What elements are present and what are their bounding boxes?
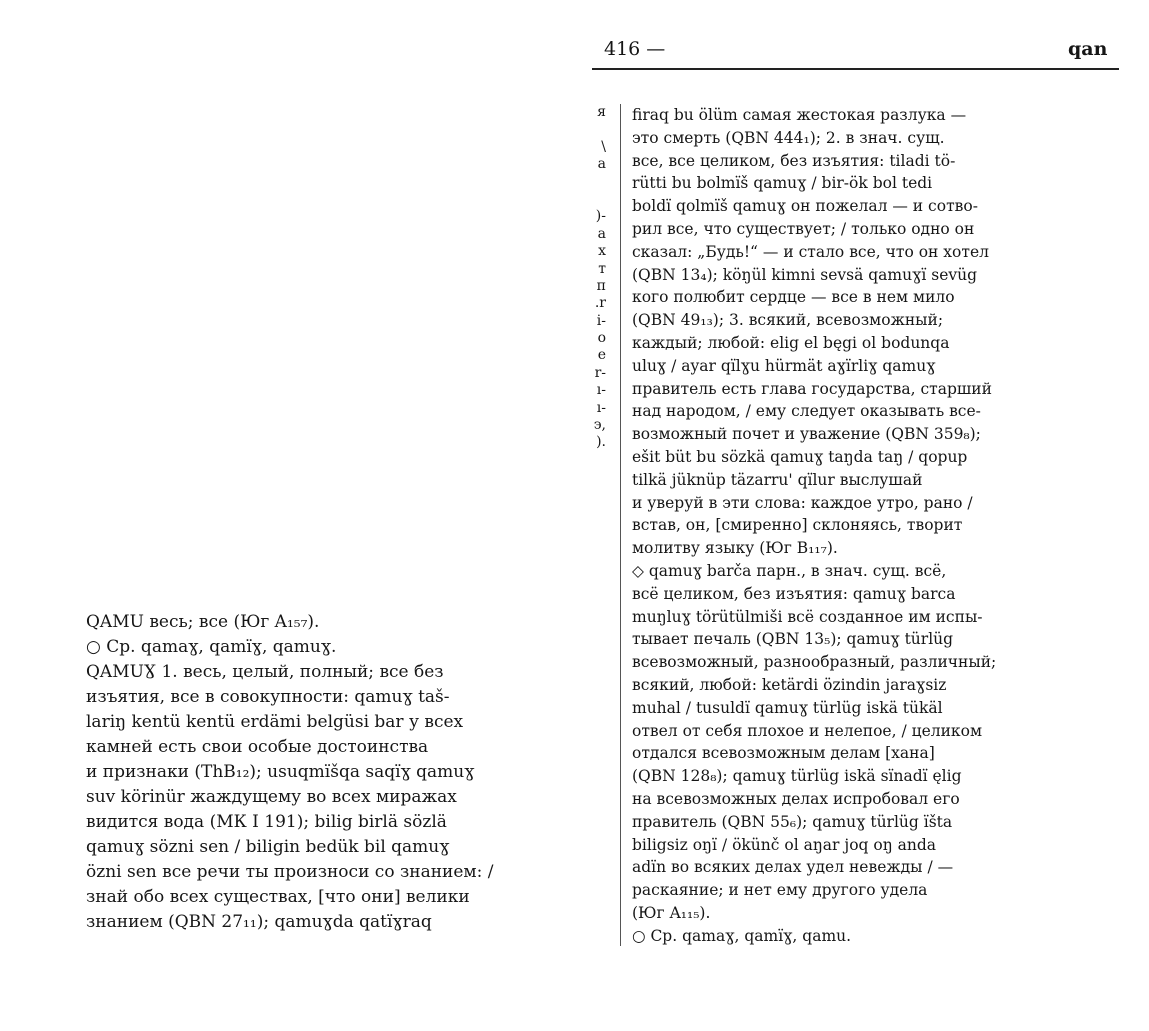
edge-fragment: x [598,243,606,260]
page-number: 416 — [604,38,666,60]
text-line: каждый; любой: elig el bęgi ol bodunqa [632,333,950,352]
text-line: рил все, что существует; / только одно он [632,219,975,238]
text-line: QAMUƔ 1. весь, целый, полный; все без [86,662,444,682]
text-line: всё целиком, без изъятия: qamuɣ barca [632,584,956,603]
text-line: ○ Ср. qamaɣ, qamïɣ, qamu. [632,926,852,945]
text-line: (QBN 128₈); qamuɣ türlüg iskä sïnadï ęlig [632,767,962,786]
header-rule [592,68,1119,70]
text-line: özni sen все речи ты произноси со знанием: / [86,862,494,882]
previous-column-fragments [584,104,606,452]
text-line: QAMU весь; все (Юг A₁₅₇). [86,612,320,632]
text-line: это смерть (QBN 444₁); 2. в знач. сущ. [632,128,945,147]
text-line: tilkä jüknüp täzarru' qïlur выслушай [632,470,923,489]
text-line: раскаяние; и нет ему другого удела [632,881,928,900]
text-line: uluɣ / ayar qïlɣu hürmät aɣïrliɣ qamuɣ [632,356,936,375]
text-line: boldï qolmïš qamuɣ он пожелал — и сотво- [632,197,978,216]
text-line: все, все целиком, без изъятия: tiladi tö- [632,151,956,170]
text-line: muŋluɣ törütülmiši всё созданное им испы- [632,607,983,626]
text-line: ○ Ср. qamaɣ, qamïɣ, qamuɣ. [86,637,337,657]
edge-fragment: п [596,277,606,294]
text-line: (QBN 13₄); köŋül kimni sevsä qamuɣï sevüg [632,265,978,284]
guide-word: qan [1068,38,1108,60]
text-line: ešit büt bu sözkä qamuɣ taŋda taŋ / qopup [632,447,968,466]
column-divider [620,104,621,946]
text-line: biligsiz oŋï / ökünč ol aŋar joq oŋ anda [632,835,936,854]
text-line: (QBN 49₁₃); 3. всякий, всевозможный; [632,311,944,330]
text-line: над народом, / ему следует оказывать все- [632,402,981,421]
edge-fragment: .r [594,295,606,312]
edge-fragment: i- [596,312,606,329]
edge-fragment [584,174,606,191]
text-line: firaq bu ölüm самая жестокая разлука — [632,106,967,124]
text-line: молитву языку (Юг B₁₁₇). [632,539,838,558]
edge-fragment: r- [594,364,606,381]
text-line: qamuɣ sözni sen / biligin bedük bil qamuɣ [86,837,450,857]
text-line: suv köri̇nür жаждущему во всех миражах [86,787,457,807]
left-column-text [86,610,602,935]
edge-fragment [584,191,606,208]
text-line: (Юг A₁₁₅). [632,903,711,922]
edge-fragment: т [598,260,606,277]
text-line: кого полюбит сердце — все в нем мило [632,288,955,307]
text-line: и уверуй в эти слова: каждое утро, рано / [632,493,973,512]
edge-fragment: e [597,347,606,364]
text-line: muhal / tusuldï qamuɣ türlüg iskä tükäl [632,698,943,717]
text-line: всевозможный, разнообразный, различный; [632,653,997,672]
edge-fragment: a [597,225,606,242]
text-line: lariŋ kentü kentü erdämi belgüsi bar у всех [86,712,464,732]
text-line: сказал: „Будь!“ — и стало все, что он хотел [632,242,989,261]
edge-fragment: ı- [596,382,606,399]
edge-fragment: я [597,104,606,120]
edge-fragment: \ [601,138,606,155]
right-column-text [632,104,1120,947]
text-line: всякий, любой: ketärdi özindin jaraɣsiz [632,675,947,694]
text-line: возможный почет и уважение (QBN 359₈); [632,425,981,444]
edge-fragment: ). [596,434,606,451]
text-line: тывает печаль (QBN 13₅); qamuɣ türlüg [632,630,954,649]
text-line: знай обо всех существах, [что они] велики [86,887,470,907]
edge-fragment [584,121,606,138]
text-line: ◇ qamuɣ barča парн., в знач. сущ. всё, [632,561,947,580]
text-line: камней есть свои особые достоинства [86,737,429,757]
text-line: встав, он, [смиренно] склоняясь, творит [632,516,963,535]
text-line: отвел от себя плохое и нелепое, / целиком [632,721,982,740]
text-line: adïn во всяких делах удел невежды / — [632,858,954,877]
text-line: знанием (QBN 27₁₁); qamuɣda qatïɣraq [86,912,432,932]
text-line: правитель есть глава государства, старший [632,379,992,398]
edge-fragment: o [597,330,606,347]
text-line: правитель (QBN 55₆); qamuɣ türlüg ïšta [632,812,953,831]
edge-fragment: ı- [596,399,606,416]
edge-fragment: a [597,156,606,173]
edge-fragment: )- [595,208,606,225]
text-line: на всевозможных делах испробовал его [632,789,960,808]
text-line: изъятия, все в совокупности: qamuɣ taš- [86,687,450,707]
text-line: видится вода (МК I 191); bilig birlä sözlä [86,812,447,832]
edge-fragment: э, [593,417,606,434]
text-line: отдался всевозможным делам [хана] [632,744,935,763]
text-line: rütti bu bolmïš qamuɣ / bir-ök bol tedi [632,174,933,193]
text-line: и признаки (ThB₁₂); usuqmïšqa saqïɣ qamuɣ [86,762,475,782]
